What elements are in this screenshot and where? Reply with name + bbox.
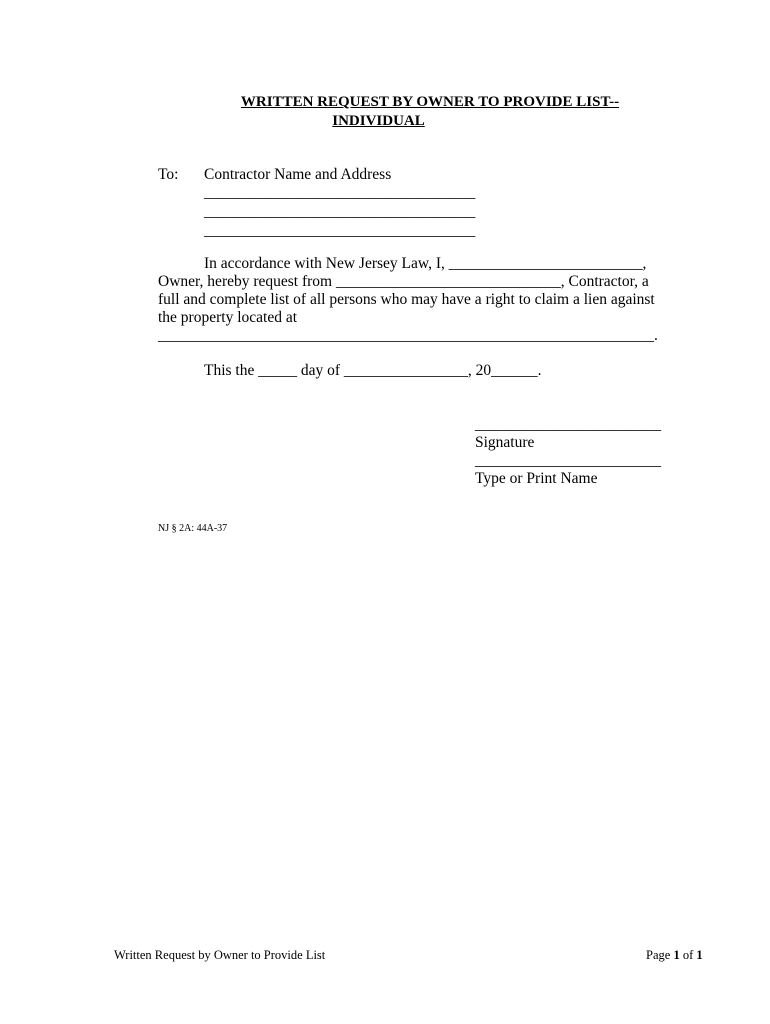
print-name-rule: ________________________ (475, 452, 661, 469)
paragraph-line-4: the property located at (158, 309, 298, 326)
address-line-2: ___________________________________ (204, 203, 476, 220)
page-prefix: Page (646, 948, 674, 962)
signature-label: Signature (475, 434, 535, 451)
to-label: To: (158, 166, 179, 183)
statute-citation: NJ § 2A: 44A-37 (158, 523, 228, 534)
title-line-2: INDIVIDUAL (332, 113, 425, 129)
paragraph-line-3: full and complete list of all persons who may have a right to claim a lien against (158, 291, 655, 308)
paragraph-line-1: In accordance with New Jersey Law, I, _________________________, (204, 255, 647, 272)
to-heading: Contractor Name and Address (204, 166, 392, 183)
address-line-3: ___________________________________ (204, 222, 476, 239)
address-line-1: ___________________________________ (204, 184, 476, 201)
page-total: 1 (696, 948, 703, 962)
property-address-line: ________________________________________________________________. (158, 327, 658, 344)
footer-title: Written Request by Owner to Provide List (114, 948, 326, 962)
page-indicator (646, 948, 703, 963)
page-of: of (679, 948, 697, 962)
page-number: 1 (673, 948, 680, 962)
paragraph-line-2: Owner, hereby request from _____________________________, Contractor, a (158, 273, 649, 290)
print-name-label: Type or Print Name (475, 470, 598, 487)
title-line-1: WRITTEN REQUEST BY OWNER TO PROVIDE LIST-- (240, 94, 620, 110)
date-line: This the _____ day of ________________, 20______. (204, 362, 542, 379)
signature-rule: ________________________ (475, 416, 661, 433)
